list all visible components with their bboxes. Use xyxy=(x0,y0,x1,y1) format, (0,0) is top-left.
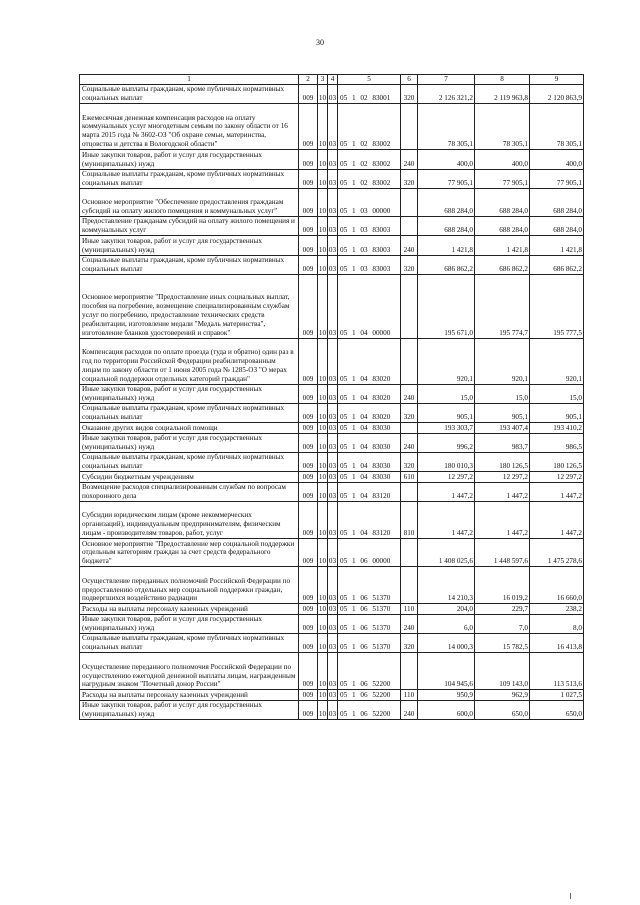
row-amount-year-2-cell: 1 447,2 xyxy=(475,501,530,538)
row-name-cell: Ежемесячная денежная компенсация расходов на оплату коммунальных услуг многодетным семьям по закону области от 16 марта 2015 года № 3602-ОЗ "Об охране семьи, материнства, отцовства и детства в Вологодской области" xyxy=(80,104,299,150)
header-cell-amount-year-2: 8 xyxy=(475,75,530,85)
row-name-cell: Основное мероприятие "Обеспечение предоставления гражданам субсидий на оплату жилого помещения и коммунальных услуг" xyxy=(80,188,299,216)
row-amount-year-2-cell: 15,0 xyxy=(475,384,530,403)
row-target-article-cell: 05 1 03 00000 xyxy=(338,188,401,216)
row-target-article-cell: 05 1 06 51370 xyxy=(338,634,401,653)
row-section-cell: 10 xyxy=(318,653,328,690)
row-name-cell: Возмещение расходов специализированным службам по вопросам похоронного дела xyxy=(80,482,299,501)
table-row xyxy=(80,501,584,538)
row-target-article-cell: 05 1 04 83030 xyxy=(338,472,401,482)
row-amount-year-2-cell: 195 774,7 xyxy=(475,274,530,338)
table-row xyxy=(80,255,584,274)
row-subsection-cell: 03 xyxy=(328,433,338,452)
row-name-cell: Иные закупки товаров, работ и услуг для государственных (муниципальных) нужд xyxy=(80,614,299,633)
row-section-cell: 10 xyxy=(318,403,328,422)
table-row xyxy=(80,338,584,384)
row-target-article-cell: 05 1 04 83120 xyxy=(338,482,401,501)
row-subsection-cell: 03 xyxy=(328,482,338,501)
row-grbs-cell: 009 xyxy=(299,567,318,604)
row-amount-year-2-cell: 688 284,0 xyxy=(475,216,530,235)
row-expense-type-cell xyxy=(401,338,418,384)
row-section-cell: 10 xyxy=(318,188,328,216)
row-subsection-cell: 03 xyxy=(328,634,338,653)
row-grbs-cell: 009 xyxy=(299,433,318,452)
page-number: 30 xyxy=(316,38,324,47)
row-amount-year-1-cell: 1 408 025,6 xyxy=(418,539,475,567)
row-target-article-cell: 05 1 02 83002 xyxy=(338,150,401,169)
row-subsection-cell: 03 xyxy=(328,501,338,538)
row-expense-type-cell: 320 xyxy=(401,169,418,188)
row-grbs-cell: 009 xyxy=(299,216,318,235)
row-target-article-cell: 05 1 02 83002 xyxy=(338,104,401,150)
row-section-cell: 10 xyxy=(318,501,328,538)
table-row xyxy=(80,236,584,255)
row-amount-year-3-cell: 986,5 xyxy=(530,433,584,452)
header-cell-grbs: 2 xyxy=(299,75,318,85)
table-row xyxy=(80,433,584,452)
table-row xyxy=(80,274,584,338)
table-row xyxy=(80,604,584,614)
row-grbs-cell: 009 xyxy=(299,150,318,169)
row-target-article-cell: 05 1 06 51370 xyxy=(338,567,401,604)
row-grbs-cell: 009 xyxy=(299,236,318,255)
row-name-cell: Расходы на выплаты персоналу казенных учреждений xyxy=(80,690,299,700)
row-amount-year-2-cell: 78 305,1 xyxy=(475,104,530,150)
row-section-cell: 10 xyxy=(318,84,328,103)
row-amount-year-1-cell: 2 126 321,2 xyxy=(418,84,475,103)
row-subsection-cell: 03 xyxy=(328,274,338,338)
row-target-article-cell: 05 1 04 83020 xyxy=(338,384,401,403)
row-amount-year-2-cell: 686 862,2 xyxy=(475,255,530,274)
row-grbs-cell: 009 xyxy=(299,700,318,719)
table-row xyxy=(80,169,584,188)
row-name-cell: Основное мероприятие "Предоставление иных социальных выплат, пособия на погребение, возмещение специализированным службам услуг по погребению, предоставление технических средств реабилитации, изготовление медали "Медаль материнства", изготовление бланков удостоверений и справок" xyxy=(80,274,299,338)
row-name-cell: Социальные выплаты гражданам, кроме публичных нормативных социальных выплат xyxy=(80,452,299,471)
row-amount-year-2-cell: 15 782,5 xyxy=(475,634,530,653)
row-amount-year-3-cell: 400,0 xyxy=(530,150,584,169)
header-cell-section: 3 xyxy=(318,75,328,85)
row-subsection-cell: 03 xyxy=(328,690,337,699)
row-expense-type-cell: 240 xyxy=(401,433,418,452)
row-subsection-cell: 03 xyxy=(328,384,338,403)
row-amount-year-2-cell: 1 447,2 xyxy=(475,482,530,501)
row-amount-year-2-cell: 180 126,5 xyxy=(475,452,530,471)
row-expense-type-cell: 320 xyxy=(401,84,418,103)
row-expense-type-cell xyxy=(401,539,418,567)
table-header-row xyxy=(80,75,584,85)
row-name-cell: Компенсация расходов по оплате проезда (туда и обратно) один раз в год по территории Российской Федерации реабилитированным лицам по закону области от 1 июня 2005 года № 1285-ОЗ "О мерах социальной поддержки отдельных категорий граждан" xyxy=(80,338,299,384)
row-section-cell: 10 xyxy=(318,700,328,719)
row-amount-year-1-cell: 920,1 xyxy=(418,338,475,384)
row-target-article-cell: 05 1 04 00000 xyxy=(338,274,401,338)
row-amount-year-3-cell: 78 305,1 xyxy=(530,104,584,150)
row-target-article-cell: 05 1 06 52200 xyxy=(338,700,401,719)
row-subsection-cell: 03 xyxy=(328,338,338,384)
row-amount-year-2-cell: 983,7 xyxy=(475,433,530,452)
row-section-cell: 10 xyxy=(318,150,328,169)
row-subsection-cell: 03 xyxy=(328,403,338,422)
row-amount-year-1-cell: 688 284,0 xyxy=(418,188,475,216)
row-grbs-cell: 009 xyxy=(299,338,318,384)
row-amount-year-3-cell: 1 447,2 xyxy=(530,501,584,538)
row-target-article-cell: 05 1 06 52200 xyxy=(338,653,401,690)
row-section-cell: 10 xyxy=(318,472,327,481)
row-name-cell: Оказание других видов социальной помощи xyxy=(80,423,299,433)
row-subsection-cell: 03 xyxy=(328,604,337,613)
row-section-cell: 10 xyxy=(318,104,328,150)
row-grbs-cell: 009 xyxy=(299,452,318,471)
row-grbs-cell: 009 xyxy=(299,690,318,700)
row-subsection-cell: 03 xyxy=(328,700,338,719)
row-amount-year-1-cell: 400,0 xyxy=(418,150,475,169)
row-amount-year-3-cell: 1 027,5 xyxy=(530,690,584,700)
row-amount-year-1-cell: 996,2 xyxy=(418,433,475,452)
row-subsection-cell: 03 xyxy=(328,216,338,235)
row-target-article-cell: 05 1 06 00000 xyxy=(338,539,401,567)
row-subsection-cell: 03 xyxy=(328,84,338,103)
row-target-article-cell: 05 1 02 83001 xyxy=(338,84,401,103)
row-amount-year-3-cell: 238,2 xyxy=(530,604,584,614)
table-row xyxy=(80,539,584,567)
table-row xyxy=(80,403,584,422)
row-expense-type-cell: 810 xyxy=(401,501,418,538)
row-name-cell: Субсидии бюджетным учреждениям xyxy=(80,472,299,482)
row-grbs-cell: 009 xyxy=(299,169,318,188)
row-expense-type-cell xyxy=(401,653,418,690)
row-grbs-cell: 009 xyxy=(299,653,318,690)
table-row xyxy=(80,188,584,216)
row-section-cell: 10 xyxy=(318,690,327,699)
row-amount-year-1-cell: 1 447,2 xyxy=(418,501,475,538)
row-expense-type-cell: 240 xyxy=(401,150,418,169)
row-grbs-cell: 009 xyxy=(299,472,318,482)
row-target-article-cell: 05 1 04 83030 xyxy=(338,433,401,452)
row-name-cell: Иные закупки товаров, работ и услуг для государственных (муниципальных) нужд xyxy=(80,150,299,169)
row-amount-year-2-cell: 920,1 xyxy=(475,338,530,384)
row-grbs-cell: 009 xyxy=(299,614,318,633)
row-target-article-cell: 05 1 02 83002 xyxy=(338,169,401,188)
row-name-cell: Осуществление переданных полномочий Российской Федерации по предоставлению отдельных мер социальной поддержки граждан, подвергшихся воздействию радиации xyxy=(80,567,299,604)
row-expense-type-cell: 110 xyxy=(401,604,418,614)
row-grbs-cell: 009 xyxy=(299,104,318,150)
row-expense-type-cell xyxy=(401,274,418,338)
row-amount-year-3-cell: 195 777,5 xyxy=(530,274,584,338)
row-expense-type-cell: 110 xyxy=(401,690,418,700)
row-amount-year-1-cell: 193 303,7 xyxy=(418,423,475,433)
row-amount-year-1-cell: 6,0 xyxy=(418,614,475,633)
row-section-cell: 10 xyxy=(318,236,328,255)
row-subsection-cell: 03 xyxy=(328,539,338,567)
row-amount-year-1-cell: 77 905,1 xyxy=(418,169,475,188)
row-expense-type-cell: 240 xyxy=(401,614,418,633)
row-amount-year-2-cell: 109 143,0 xyxy=(475,653,530,690)
row-subsection-cell: 03 xyxy=(328,188,338,216)
row-grbs-cell: 009 xyxy=(299,501,318,538)
row-name-cell: Социальные выплаты гражданам, кроме публичных нормативных социальных выплат xyxy=(80,169,299,188)
row-name-cell: Социальные выплаты гражданам, кроме публичных нормативных социальных выплат xyxy=(80,255,299,274)
row-expense-type-cell xyxy=(401,482,418,501)
row-amount-year-2-cell: 7,0 xyxy=(475,614,530,633)
row-amount-year-3-cell: 180 126,5 xyxy=(530,452,584,471)
row-amount-year-1-cell: 905,1 xyxy=(418,403,475,422)
row-amount-year-3-cell: 920,1 xyxy=(530,338,584,384)
row-subsection-cell: 03 xyxy=(328,255,338,274)
row-expense-type-cell: 320 xyxy=(401,255,418,274)
row-subsection-cell: 03 xyxy=(328,423,337,432)
row-amount-year-2-cell: 77 905,1 xyxy=(475,169,530,188)
row-amount-year-3-cell: 1 447,2 xyxy=(530,482,584,501)
row-amount-year-2-cell: 400,0 xyxy=(475,150,530,169)
table-row xyxy=(80,150,584,169)
header-cell-expense-type: 6 xyxy=(401,75,418,85)
row-grbs-cell: 009 xyxy=(299,274,318,338)
row-amount-year-3-cell: 2 120 863,9 xyxy=(530,84,584,103)
row-subsection-cell: 03 xyxy=(328,567,338,604)
row-grbs-cell: 009 xyxy=(299,84,318,103)
row-section-cell: 10 xyxy=(318,433,328,452)
row-name-cell: Осуществление переданного полномочия Российской Федерации по осуществлению ежегодной денежной выплаты лицам, награжденным нагрудным знаком "Почетный донор России" xyxy=(80,653,299,690)
row-expense-type-cell: 240 xyxy=(401,384,418,403)
row-target-article-cell: 05 1 03 83003 xyxy=(338,255,401,274)
header-cell-subsection: 4 xyxy=(328,75,338,85)
table-row xyxy=(80,634,584,653)
row-section-cell: 10 xyxy=(318,274,328,338)
row-target-article-cell: 05 1 04 83120 xyxy=(338,501,401,538)
table-row xyxy=(80,384,584,403)
row-amount-year-3-cell: 650,0 xyxy=(530,700,584,719)
row-amount-year-1-cell: 14 210,3 xyxy=(418,567,475,604)
row-grbs-cell: 009 xyxy=(299,539,318,567)
header-cell-amount-year-3: 9 xyxy=(530,75,584,85)
row-amount-year-3-cell: 16 413,8 xyxy=(530,634,584,653)
row-grbs-cell: 009 xyxy=(299,482,318,501)
row-name-cell: Иные закупки товаров, работ и услуг для государственных (муниципальных) нужд xyxy=(80,700,299,719)
row-grbs-cell: 009 xyxy=(299,188,318,216)
budget-table xyxy=(79,74,584,720)
row-expense-type-cell xyxy=(401,188,418,216)
row-name-cell: Иные закупки товаров, работ и услуг для государственных (муниципальных) нужд xyxy=(80,433,299,452)
row-amount-year-1-cell: 688 284,0 xyxy=(418,216,475,235)
row-section-cell: 10 xyxy=(318,384,328,403)
row-grbs-cell: 009 xyxy=(299,384,318,403)
row-amount-year-1-cell: 14 000,3 xyxy=(418,634,475,653)
row-expense-type-cell: 320 xyxy=(401,452,418,471)
row-expense-type-cell: 320 xyxy=(401,634,418,653)
row-amount-year-1-cell: 180 010,3 xyxy=(418,452,475,471)
row-amount-year-2-cell: 650,0 xyxy=(475,700,530,719)
row-expense-type-cell xyxy=(401,423,418,433)
row-subsection-cell: 03 xyxy=(328,236,338,255)
header-cell-amount-year-1: 7 xyxy=(418,75,475,85)
row-target-article-cell: 05 1 03 83003 xyxy=(338,216,401,235)
row-target-article-cell: 05 1 04 83020 xyxy=(338,338,401,384)
row-amount-year-2-cell: 688 284,0 xyxy=(475,188,530,216)
row-subsection-cell: 03 xyxy=(328,150,338,169)
row-name-cell: Социальные выплаты гражданам, кроме публичных нормативных социальных выплат xyxy=(80,84,299,103)
row-target-article-cell: 05 1 06 51370 xyxy=(338,614,401,633)
row-expense-type-cell xyxy=(401,567,418,604)
row-amount-year-2-cell: 1 421,8 xyxy=(475,236,530,255)
row-expense-type-cell: 320 xyxy=(401,403,418,422)
table-row xyxy=(80,452,584,471)
row-amount-year-2-cell: 905,1 xyxy=(475,403,530,422)
row-amount-year-3-cell: 905,1 xyxy=(530,403,584,422)
row-amount-year-3-cell: 113 513,6 xyxy=(530,653,584,690)
row-amount-year-1-cell: 1 447,2 xyxy=(418,482,475,501)
table-row xyxy=(80,216,584,235)
row-amount-year-1-cell: 950,9 xyxy=(418,690,475,700)
row-subsection-cell: 03 xyxy=(328,452,338,471)
row-subsection-cell: 03 xyxy=(328,472,337,481)
row-expense-type-cell: 240 xyxy=(401,236,418,255)
row-amount-year-2-cell: 12 297,2 xyxy=(475,472,530,482)
row-amount-year-1-cell: 104 945,6 xyxy=(418,653,475,690)
row-expense-type-cell: 610 xyxy=(401,472,418,482)
row-amount-year-3-cell: 686 862,2 xyxy=(530,255,584,274)
row-subsection-cell: 03 xyxy=(328,614,338,633)
row-target-article-cell: 05 1 03 83003 xyxy=(338,236,401,255)
row-amount-year-3-cell: 77 905,1 xyxy=(530,169,584,188)
row-amount-year-1-cell: 204,0 xyxy=(418,604,475,614)
row-target-article-cell: 05 1 06 52200 xyxy=(338,690,401,700)
row-amount-year-1-cell: 600,0 xyxy=(418,700,475,719)
table-row xyxy=(80,700,584,719)
row-amount-year-1-cell: 195 671,0 xyxy=(418,274,475,338)
row-amount-year-2-cell: 962,9 xyxy=(475,690,530,700)
row-expense-type-cell: 240 xyxy=(401,700,418,719)
row-target-article-cell: 05 1 04 83030 xyxy=(338,423,401,433)
table-row xyxy=(80,423,584,433)
row-grbs-cell: 009 xyxy=(299,634,318,653)
row-amount-year-3-cell: 688 284,0 xyxy=(530,216,584,235)
row-section-cell: 10 xyxy=(318,216,328,235)
row-section-cell: 10 xyxy=(318,614,328,633)
row-target-article-cell: 05 1 04 83020 xyxy=(338,403,401,422)
scan-mark xyxy=(570,893,571,899)
row-grbs-cell: 009 xyxy=(299,423,318,433)
row-amount-year-3-cell: 1 421,8 xyxy=(530,236,584,255)
row-name-cell: Социальные выплаты гражданам, кроме публичных нормативных социальных выплат xyxy=(80,403,299,422)
table-row xyxy=(80,614,584,633)
row-amount-year-2-cell: 229,7 xyxy=(475,604,530,614)
row-amount-year-3-cell: 193 410,2 xyxy=(530,423,584,433)
table-row xyxy=(80,653,584,690)
row-name-cell: Иные закупки товаров, работ и услуг для государственных (муниципальных) нужд xyxy=(80,384,299,403)
row-amount-year-3-cell: 8,0 xyxy=(530,614,584,633)
table-row xyxy=(80,472,584,482)
row-section-cell: 10 xyxy=(318,539,328,567)
row-amount-year-1-cell: 15,0 xyxy=(418,384,475,403)
row-name-cell: Субсидии юридическим лицам (кроме некоммерческих организаций), индивидуальным предпринимателям, физическим лицам - производителям товаров, работ, услуг xyxy=(80,501,299,538)
row-section-cell: 10 xyxy=(318,452,328,471)
row-amount-year-3-cell: 1 475 278,6 xyxy=(530,539,584,567)
row-subsection-cell: 03 xyxy=(328,653,338,690)
row-section-cell: 10 xyxy=(318,423,327,432)
row-subsection-cell: 03 xyxy=(328,104,338,150)
row-amount-year-1-cell: 78 305,1 xyxy=(418,104,475,150)
row-amount-year-1-cell: 686 862,2 xyxy=(418,255,475,274)
table-row xyxy=(80,567,584,604)
row-section-cell: 10 xyxy=(318,169,328,188)
header-cell-target-article: 5 xyxy=(338,75,401,85)
row-amount-year-3-cell: 688 284,0 xyxy=(530,188,584,216)
row-amount-year-3-cell: 15,0 xyxy=(530,384,584,403)
row-amount-year-3-cell: 12 297,2 xyxy=(530,472,584,482)
row-section-cell: 10 xyxy=(318,255,328,274)
row-name-cell: Расходы на выплаты персоналу казенных учреждений xyxy=(80,604,299,614)
row-amount-year-1-cell: 12 297,2 xyxy=(418,472,475,482)
row-expense-type-cell xyxy=(401,104,418,150)
header-cell-name: 1 xyxy=(80,75,299,85)
table-row xyxy=(80,84,584,103)
row-section-cell: 10 xyxy=(318,338,328,384)
row-amount-year-2-cell: 2 119 963,8 xyxy=(475,84,530,103)
row-target-article-cell: 05 1 04 83030 xyxy=(338,452,401,471)
row-grbs-cell: 009 xyxy=(299,255,318,274)
row-section-cell: 10 xyxy=(318,634,328,653)
row-subsection-cell: 03 xyxy=(328,169,338,188)
row-amount-year-1-cell: 1 421,8 xyxy=(418,236,475,255)
row-grbs-cell: 009 xyxy=(299,604,318,614)
row-section-cell: 10 xyxy=(318,567,328,604)
row-name-cell: Иные закупки товаров, работ и услуг для государственных (муниципальных) нужд xyxy=(80,236,299,255)
row-name-cell: Основное мероприятие "Предоставление мер социальной поддержки отдельным категориям граждан за счет средств федерального бюджета" xyxy=(80,539,299,567)
table-row xyxy=(80,482,584,501)
row-section-cell: 10 xyxy=(318,604,327,613)
row-name-cell: Предоставление гражданам субсидий на оплату жилого помещения и коммунальных услуг xyxy=(80,216,299,235)
row-amount-year-2-cell: 193 407,4 xyxy=(475,423,530,433)
row-amount-year-3-cell: 16 660,0 xyxy=(530,567,584,604)
row-section-cell: 10 xyxy=(318,482,328,501)
row-name-cell: Социальные выплаты гражданам, кроме публичных нормативных социальных выплат xyxy=(80,634,299,653)
row-target-article-cell: 05 1 06 51370 xyxy=(338,604,401,614)
row-grbs-cell: 009 xyxy=(299,403,318,422)
row-amount-year-2-cell: 1 448 597,6 xyxy=(475,539,530,567)
row-amount-year-2-cell: 16 019,2 xyxy=(475,567,530,604)
row-expense-type-cell xyxy=(401,216,418,235)
table-row xyxy=(80,104,584,150)
table-row xyxy=(80,690,584,700)
